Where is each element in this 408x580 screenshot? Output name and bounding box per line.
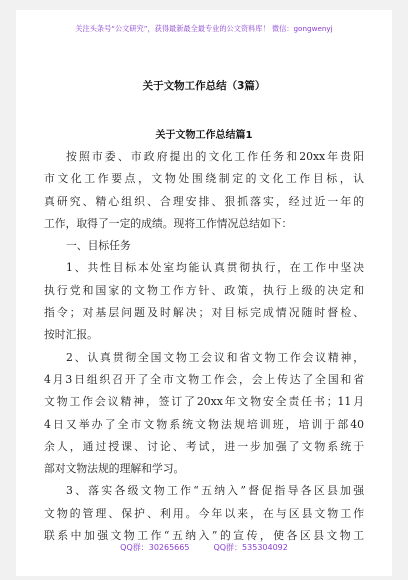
- body-text-line: 1、共性目标本处室均能认真贯彻执行，在工作中坚决: [66, 261, 364, 275]
- body-text-line: 指令；对基层问题及时解决；对目标完成情况随时督检、: [44, 306, 364, 320]
- document-title: 关于文物工作总结（3篇）: [142, 80, 266, 92]
- section-title: 关于文物工作总结篇1: [155, 130, 253, 141]
- body-text-line: 按时汇报。: [44, 328, 98, 342]
- body-text-line: 4日又举办了全市文物系统文物法规培训班，培训于部40: [44, 417, 364, 431]
- body-text-line: 按照市委、市政府提出的文化工作任务和20xx年贵阳: [66, 150, 364, 163]
- body-text-line: 市文化工作要点，文物处围绕制定的文化工作目标，认: [44, 172, 364, 186]
- footer-qq-groups: QQ群：30265665 QQ群：535304092: [120, 543, 288, 552]
- body-text-line: 3、落实各级文物工作“五纳入”督促指导各区县加强: [66, 484, 364, 498]
- body-text-line: 4月3日组织召开了全市文物工作会，会上传达了全国和省: [44, 372, 364, 386]
- document-page: [16, 10, 392, 576]
- document-body: [44, 146, 364, 547]
- body-text-line: 工作，取得了一定的成绩。现将工作情况总结如下：: [44, 216, 293, 230]
- body-text-line: 文物工作会议精神，签订了20xx年文物安全责任书；11月: [44, 395, 364, 409]
- body-text-line: 2、认真贯彻全国文物工会议和省文物工作会议精神，: [66, 350, 364, 364]
- body-text-line: 一、目标任务: [66, 239, 131, 253]
- body-text-line: 部对文物法规的理解和学习。: [44, 462, 185, 476]
- body-text-line: 文物的管理、保护、利用。今年以来，在与区县文物工作: [44, 506, 364, 520]
- body-text-line: 余人，通过授课、讨论、考试，进一步加强了文物系统于: [44, 439, 364, 453]
- body-text-line: 执行党和国家的文物工作方针、政策，执行上级的决定和: [44, 283, 364, 297]
- header-promo-text: 关注头条号“公文研究”，获得最新最全最专业的公文资料库！ 微信：gongwenyj: [75, 24, 333, 33]
- body-text-line: 真研究、精心组织、合理安排、狠抓落实，经过近一年的: [44, 194, 364, 208]
- body-text-line: 联系中加强文物工作“五纳入”的宣传，使各区县文物工: [44, 529, 364, 543]
